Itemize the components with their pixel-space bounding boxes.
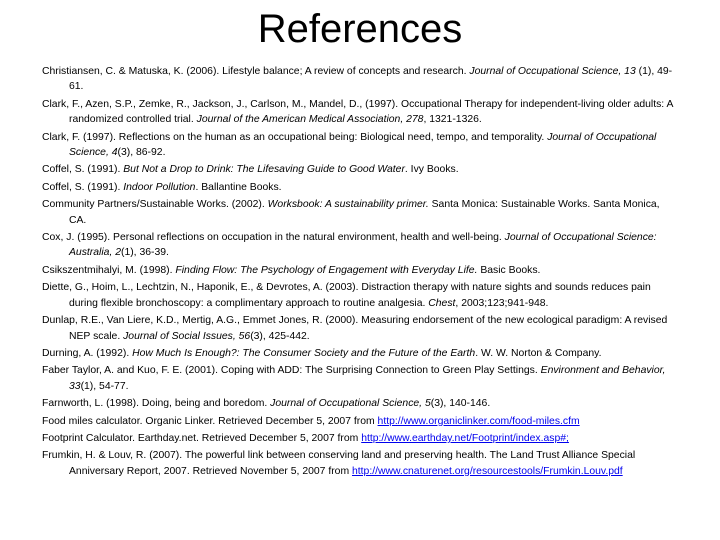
ref-text: Durning, A. (1992).: [42, 347, 133, 359]
reference-item: [42, 230, 678, 261]
reference-item: [42, 64, 678, 95]
ref-text: Community Partners/Sustainable Works. (2002).: [42, 199, 268, 211]
ref-italic: But Not a Drop to Drink: The Lifesaving Guide to Good Water: [123, 164, 405, 176]
reference-item: [42, 97, 678, 128]
ref-text: Diette, G., Hoim, L., Lechtzin, N., Haponik, E., & Devrotes, A. (2003). Distraction therapy with nature sights and sounds reduces pain during flexible bronchoscopy: a complimentary approach to routine analgesia.: [42, 282, 651, 309]
ref-text: Dunlap, R.E., Van Liere, K.D., Mertig, A.G., Emmet Jones, R. (2000). Measuring endorsement of the new ecological paradigm: A revised NEP scale.: [42, 315, 668, 342]
ref-text: Faber Taylor, A. and Kuo, F. E. (2001). Coping with ADD: The Surprising Connection to Green Play Settings.: [42, 365, 541, 377]
ref-text: . W. W. Norton & Company.: [475, 347, 602, 359]
ref-text: (3), 425-442.: [250, 330, 310, 342]
ref-text: Footprint Calculator. Earthday.net. Retrieved December 5, 2007 from: [42, 432, 362, 444]
reference-item: [42, 414, 678, 429]
ref-text: , 2003;123;941-948.: [455, 297, 549, 309]
ref-text: Clark, F., Azen, S.P., Zemke, R., Jackson, J., Carlson, M., Mandel, D., (1997). Occupational Therapy for independent-living older adults: A randomized controlled trial.: [42, 98, 673, 126]
reference-item: [42, 130, 678, 161]
reference-item: [42, 280, 678, 311]
reference-item: [42, 448, 678, 479]
ref-italic: Finding Flow: The Psychology of Engagement with Everyday Life.: [175, 264, 478, 276]
ref-text: (3), 86-92.: [117, 147, 166, 159]
reference-item: [42, 431, 678, 446]
ref-text: Coffel, S. (1991).: [42, 164, 124, 176]
ref-text: . Ballantine Books.: [195, 181, 282, 193]
reference-list: [42, 64, 678, 481]
ref-italic: Journal of Social Issues, 56: [123, 330, 251, 342]
ref-link[interactable]: http://www.cnaturenet.org/resourcestools/Frumkin.Louv.pdf: [352, 465, 623, 477]
reference-item: [42, 363, 678, 394]
ref-text: Santa Monica: Sustainable Works. Santa Monica, CA.: [69, 199, 660, 226]
ref-text: Frumkin, H. & Louv, R. (2007). The powerful link between conserving land and preserving health. The Land Trust Alliance Special Anniversary Report, 2007. Retrieved November 5, 2007 from: [42, 450, 636, 477]
ref-italic: Environment and Behavior, 33: [69, 365, 666, 392]
ref-text: (3), 140-146.: [430, 398, 491, 410]
reference-item: [42, 313, 678, 344]
reference-item: [42, 263, 678, 278]
ref-link[interactable]: http://www.organiclinker.com/food-miles.cfm: [377, 415, 580, 427]
ref-italic: Journal of Occupational Science: Australia, 2: [69, 232, 657, 259]
ref-text: Coffel, S. (1991).: [42, 181, 124, 193]
ref-italic: Journal of Occupational Science, 4: [69, 131, 657, 159]
ref-text: Basic Books.: [477, 264, 541, 276]
ref-text: (1), 54-77.: [80, 380, 129, 392]
ref-italic: Journal of Occupational Science, 5: [270, 398, 431, 410]
ref-italic: Worksbook: A sustainability primer.: [267, 199, 429, 211]
ref-text: Farnworth, L. (1998). Doing, being and boredom.: [42, 398, 271, 410]
ref-text: Food miles calculator. Organic Linker. Retrieved December 5, 2007 from: [42, 415, 378, 427]
reference-item: [42, 197, 678, 228]
ref-italic: Journal of the American Medical Association, 278: [196, 114, 424, 126]
slide-title: References: [257, 7, 463, 51]
ref-text: Clark, F. (1997). Reflections on the human as an occupational being: Biological need, tempo, and temporality.: [42, 131, 548, 143]
reference-item: [42, 162, 678, 177]
ref-text: Csikszentmihalyi, M. (1998).: [42, 264, 176, 276]
ref-italic: Chest: [428, 297, 456, 309]
ref-italic: Journal of Occupational Science, 13: [469, 66, 636, 77]
ref-text: Christiansen, C. & Matuska, K. (2006). Lifestyle balance; A review of concepts and research.: [42, 66, 470, 77]
ref-text: Cox, J. (1995). Personal reflections on occupation in the natural environment, health and well-being.: [42, 232, 505, 244]
reference-item: [42, 180, 678, 195]
ref-text: (1), 49-61.: [69, 66, 673, 93]
ref-text: . Ivy Books.: [404, 164, 459, 176]
ref-link[interactable]: http://www.earthday.net/Footprint/index.asp#;: [361, 432, 569, 444]
reference-item: [42, 346, 678, 361]
ref-italic: Indoor Pollution: [123, 181, 196, 193]
ref-italic: How Much Is Enough?: The Consumer Society and the Future of the Earth: [132, 347, 476, 359]
ref-text: (1), 36-39.: [120, 247, 169, 259]
reference-item: [42, 396, 678, 411]
ref-text: , 1321-1326.: [423, 114, 482, 126]
